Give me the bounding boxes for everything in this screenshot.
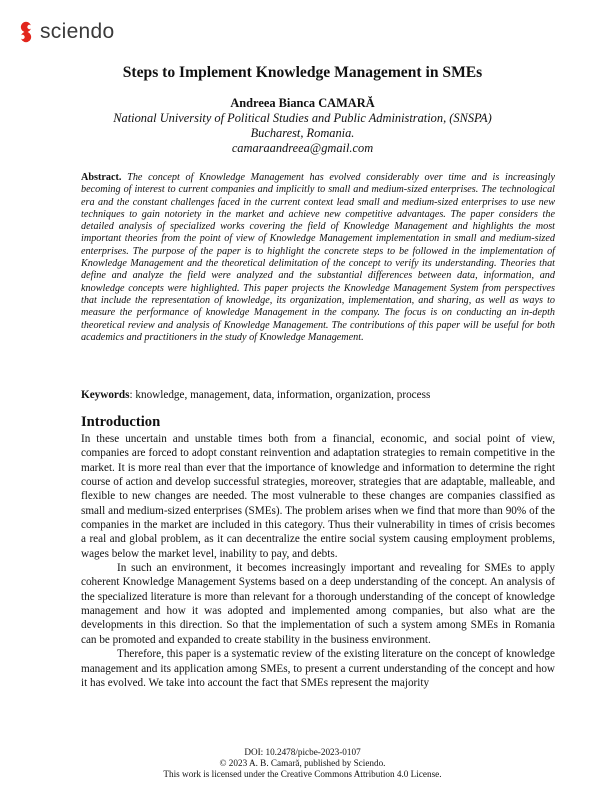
keywords: [81, 389, 430, 401]
sciendo-logo-icon: [17, 21, 35, 43]
author-block: [0, 96, 605, 156]
keywords-text: : knowledge, management, data, information, organization, process: [129, 389, 431, 401]
page-footer: [0, 747, 605, 781]
author-location: Bucharest, Romania.: [250, 126, 355, 140]
section-heading-introduction: Introduction: [81, 414, 161, 430]
author-email[interactable]: camaraandreea@gmail.com: [231, 141, 374, 155]
abstract-label: Abstract.: [81, 172, 122, 183]
publisher-logo: [17, 20, 114, 44]
license-text: This work is licensed under the Creative Commons Attribution 4.0 License.: [163, 769, 442, 780]
keywords-label: Keywords: [81, 389, 130, 401]
author-affiliation: National University of Political Studies and Public Administration, (SNSPA): [113, 111, 492, 125]
body-paragraph: In such an environment, it becomes increasingly important and revealing for SMEs to apply coherent Knowledge Management Systems based on a deep understanding of the concept. An analysis of the specialized literature is more than relevant for a thorough understanding of the concept of knowledge management and how it was adopted and implemented among companies, but also what are the developments in this direction. So that the implementation of such a system among SMEs in Romania can be promoted and expanded to create stability in the business environment.: [81, 562, 555, 646]
paper-title: Steps to Implement Knowledge Management in SMEs: [122, 64, 483, 81]
abstract: [81, 172, 555, 344]
doi-text[interactable]: DOI: 10.2478/picbe-2023-0107: [244, 747, 361, 757]
introduction-body: [81, 432, 555, 690]
author-name: Andreea Bianca CAMARĂ: [230, 96, 375, 110]
body-paragraph: In these uncertain and unstable times both from a financial, economic, and social point of view, companies are forced to adopt constant reinvention and adaptation strategies to remain competitive in the market. It is more real than ever that the importance of knowledge and information to determine the right course of action and develop successful strategies, moreover, strategies that are adaptable, malleable, and flexible to new changes are needed. The most vulnerable to these changes are companies classified as small and medium-sized enterprises (SMEs). The problem arises when we find that more than 90% of the companies in the market are included in this category. Thus their vulnerability in times of crisis becomes a real and global problem, as it can decentralize the entire social system causing employment problems, wages below the market level, inability to pay, and debts.: [81, 433, 555, 560]
abstract-text: The concept of Knowledge Management has evolved considerably over time and is increasingly becoming of interest to current companies and implicitly to small and medium-sized enterprises. The technological era and the constant challenges faced in the current context lead small and medium-sized enterprises to use new techniques to gain notoriety in the market and achieve new competitive advantages. The paper considers the detailed analysis of specialized works covering the field of Knowledge Management and highlights the most important theories from the point of view of Knowledge Management implementation in small and medium-sized enterprises. The purpose of the paper is to highlight the concrete steps to be followed in the implementation of Knowledge Management and the theoretical delimitation of the concept to verify its understanding. Theories that define and analyze the field were analyzed and the substantial differences between data, information, and knowledge concepts were highlighted. This paper projects the Knowledge Management System from perspectives that include the representation of knowledge, its organization, implementation, and sharing, as well as ways to measure the performance of knowledge Management in the company. The focus is on conducting an in-depth theoretical review and analysis of Knowledge Management. The contributions of this paper will be useful for both academics and practitioners in the study of Knowledge Management.: [81, 172, 555, 343]
publisher-name: sciendo: [40, 20, 115, 43]
body-paragraph: Therefore, this paper is a systematic review of the existing literature on the concept of knowledge management and its application among SMEs, to present a current understanding of the concept and how it has evolved. We take into account the fact that SMEs represent the majority: [81, 648, 555, 689]
copyright-text: © 2023 A. B. Camară, published by Sciendo.: [219, 758, 386, 769]
